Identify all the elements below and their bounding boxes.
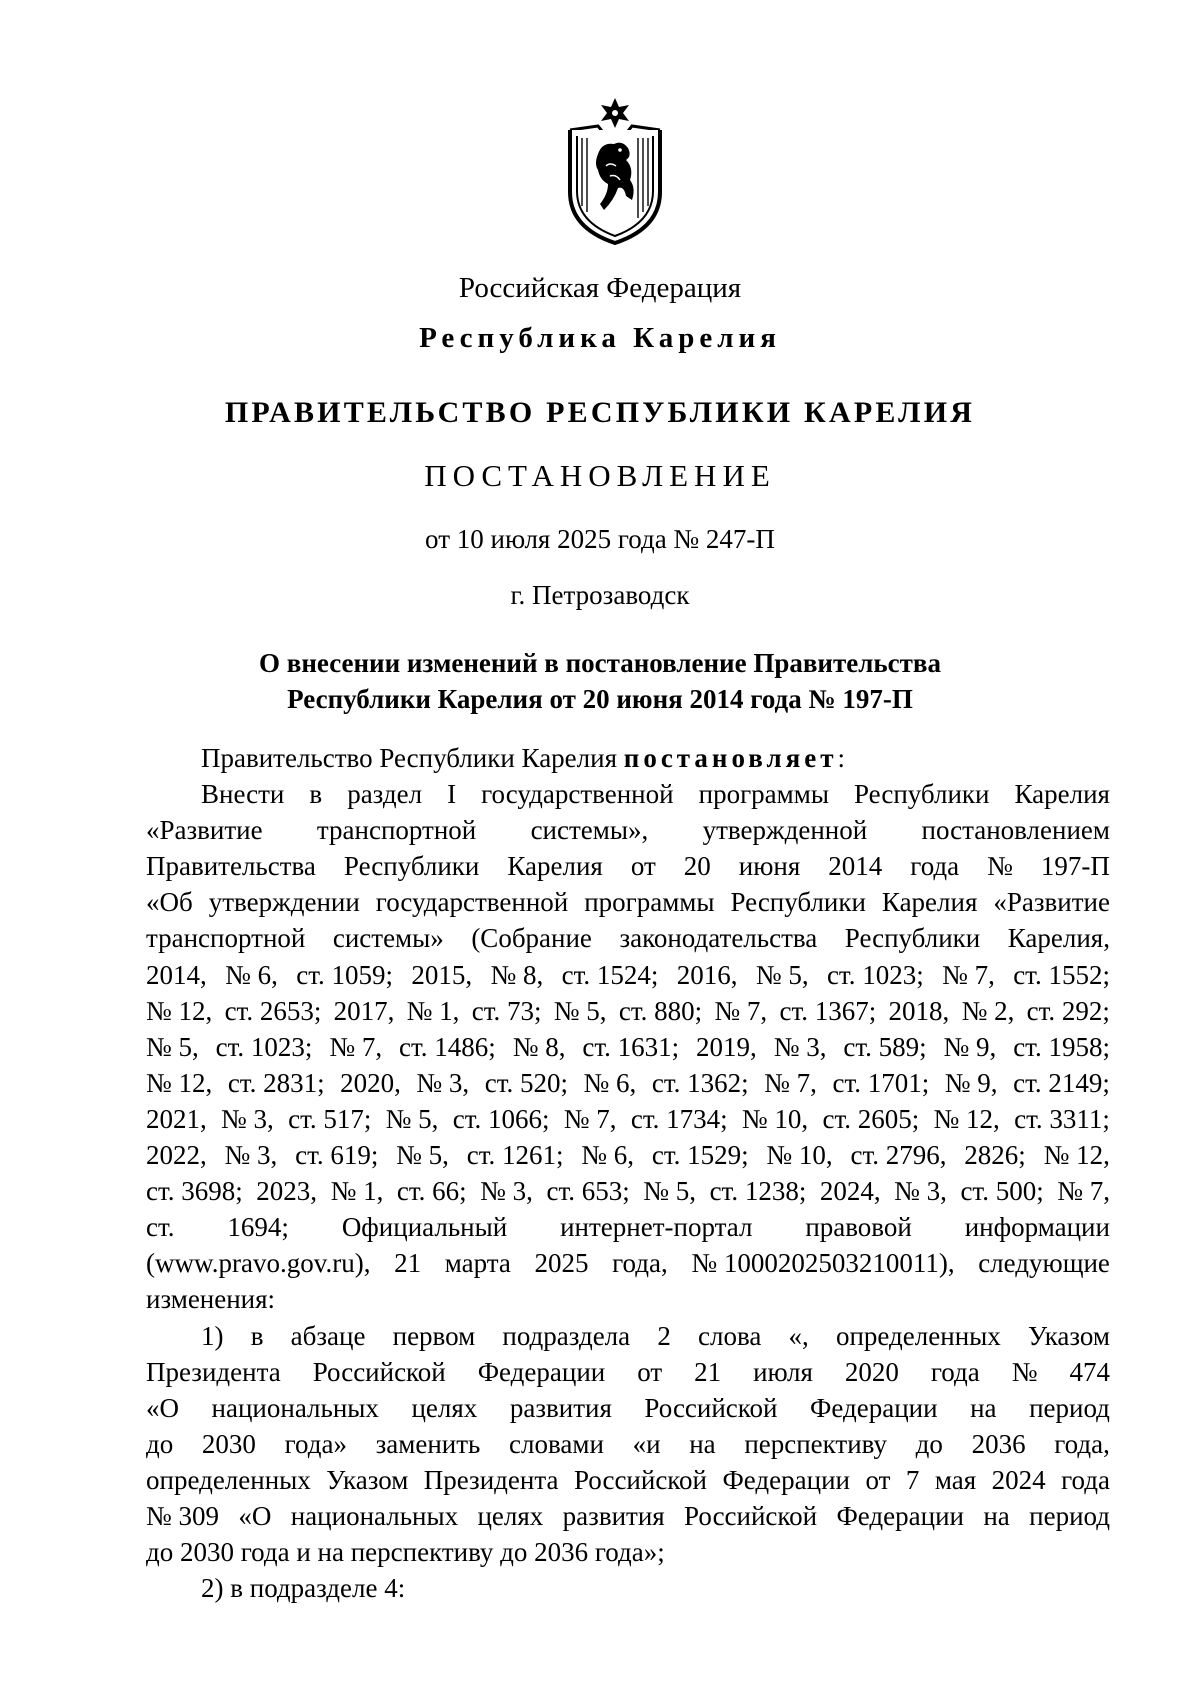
body-word: ст. 1367; [779, 995, 877, 1026]
body-word: № [1011, 1356, 1038, 1387]
body-word: «О [238, 1500, 272, 1531]
body-word: «Развитие [993, 887, 1110, 918]
body-word: 2020 [844, 1356, 899, 1387]
body-word: национальных [290, 1500, 459, 1531]
body-word: следующие [978, 1248, 1110, 1279]
body-word: ст. 1023; [215, 1031, 313, 1062]
body-word: 2 [657, 1320, 671, 1351]
body-word: № 7, [563, 1103, 617, 1134]
body-word: Карелия [881, 887, 978, 918]
body-word: Федерации [810, 1392, 938, 1423]
body-word: Федерации [722, 1464, 850, 1495]
body-word: № 309 [146, 1500, 220, 1531]
body-word: 2018, [888, 995, 950, 1026]
body-word: 2017, [333, 995, 395, 1026]
body-word: развития [509, 1392, 612, 1423]
body-word: № 8, [490, 959, 544, 990]
body-word: 20 [683, 851, 711, 882]
body-word: на [689, 1428, 716, 1459]
body-word: определенных [835, 1320, 1001, 1351]
body-word: ст. 2831; [227, 1067, 325, 1098]
body-word: первом [392, 1320, 476, 1351]
body-word: программы [698, 779, 829, 810]
body-word: года, [612, 1248, 668, 1279]
body-line [146, 1462, 1110, 1498]
body-word: ст. 500; [960, 1176, 1044, 1207]
body-word: (www.pravo.gov.ru), [146, 1248, 371, 1279]
body-word: 2036 [971, 1428, 1026, 1459]
body-word: ст. 66; [396, 1176, 467, 1207]
body-word: ст. 1362; [651, 1067, 749, 1098]
body-word: определенных [146, 1464, 311, 1495]
body-word: № 1000202503210011), [691, 1248, 955, 1279]
body-word: 2020, [340, 1067, 401, 1098]
preamble-line [146, 740, 1110, 776]
body-word: ст. 1631; [582, 1031, 680, 1062]
body-word: Карелия [1014, 779, 1110, 810]
body-word: Карелия, [1007, 923, 1110, 954]
body-word: ст. 589; [843, 1031, 927, 1062]
federation-heading: Российская Федерация [458, 272, 742, 304]
body-word: № 1, [330, 1176, 384, 1207]
body-word: № 12, [933, 1103, 1000, 1134]
body-word: на [970, 1392, 997, 1423]
body-word: Республики [730, 887, 866, 918]
body-word: ст. 1552; [1013, 959, 1110, 990]
body-word: марта [444, 1248, 511, 1279]
body-word: № 7, [942, 959, 995, 990]
body-word: № 10, [741, 1103, 809, 1134]
body-word: 2024, [819, 1176, 881, 1207]
body-lines [146, 776, 1110, 1606]
body-word: в [309, 779, 323, 810]
body-word: правовой [805, 1212, 912, 1243]
body-word: ст. [146, 1212, 175, 1243]
body-word: транспортной [316, 815, 477, 846]
body-word: № 3, [773, 1031, 827, 1062]
body-word: 2014, [146, 959, 207, 990]
body-line [146, 1173, 1110, 1209]
preamble-colon: : [837, 743, 846, 773]
body-word: 474 [1069, 1356, 1110, 1387]
body-word: Российской [312, 1356, 446, 1387]
body-word: ст. 1529; [651, 1140, 749, 1171]
body-word: года [910, 851, 960, 882]
body-word: № 7, [764, 1067, 817, 1098]
body-word: заменить [375, 1428, 481, 1459]
body-word: утверждении [208, 887, 360, 918]
karelia-coat-of-arms-icon [560, 96, 670, 246]
body-word: национальных [211, 1392, 379, 1423]
body-word: № 8, [512, 1031, 566, 1062]
body-word: ст. 3311; [1014, 1103, 1110, 1134]
body-word: года [1061, 1464, 1110, 1495]
body-word: раздел [347, 779, 423, 810]
body-line [146, 1426, 1110, 1462]
body-word: ст. 619; [295, 1140, 379, 1171]
body-word: ст. 1701; [832, 1067, 930, 1098]
body-line [146, 848, 1110, 884]
body-word: № 2, [961, 995, 1015, 1026]
body-word: № 5, [396, 1140, 449, 1171]
body-word: 2826; [964, 1140, 1026, 1171]
body-word: системы», [530, 815, 649, 846]
body-word: «О [146, 1392, 179, 1423]
body-word: № 12, [146, 1067, 213, 1098]
body-word: ст. 2605; [822, 1103, 920, 1134]
body-line [146, 812, 1110, 848]
body-word: Правительства [146, 851, 316, 882]
body-word: период [1029, 1392, 1110, 1423]
body-word: Президента [423, 1464, 559, 1495]
body-word: подраздела [502, 1320, 631, 1351]
body-word: 2021, [146, 1103, 207, 1134]
body-word: ст. 1958; [1013, 1031, 1110, 1062]
body-word: транспортной [146, 923, 306, 954]
body-word: «Об [146, 887, 193, 918]
body-word: 2023, [256, 1176, 318, 1207]
body-word: Российской [573, 1464, 707, 1495]
body-word: ст. 653; [546, 1176, 630, 1207]
body-word: информации [964, 1212, 1110, 1243]
body-word: I [447, 779, 457, 810]
document-title [0, 645, 1200, 717]
body-word: ст. 1486; [399, 1031, 496, 1062]
body-word: № 5, [643, 1176, 697, 1207]
body-word: Указом [1027, 1320, 1110, 1351]
body-word: № 12, [146, 995, 213, 1026]
body-word: № 5, [755, 959, 809, 990]
body-word: 21 [694, 1356, 722, 1387]
preamble-verb: постановляет [623, 743, 838, 773]
body-word: № 3, [894, 1176, 947, 1207]
body-word: года [930, 1356, 980, 1387]
body-word: Республики [844, 923, 981, 954]
body-word: в [250, 1320, 264, 1351]
body-word: № 9, [943, 1031, 997, 1062]
body-word: период [1029, 1500, 1110, 1531]
body-word: № 6, [225, 959, 278, 990]
document-type-heading: ПОСТАНОВЛЕНИЕ [424, 458, 776, 493]
body-line [146, 1209, 1110, 1245]
document-body [146, 740, 1110, 1606]
body-word: № 3, [224, 1140, 278, 1171]
body-word: Республики [343, 851, 480, 882]
body-word: государственной [481, 779, 674, 810]
body-word: 2019, [696, 1031, 757, 1062]
body-word: до [146, 1428, 174, 1459]
body-line [146, 957, 1110, 993]
body-word: № 10, [766, 1140, 833, 1171]
body-word: ст. 2653; [224, 995, 322, 1026]
body-line [146, 920, 1110, 956]
government-heading: ПРАВИТЕЛЬСТВО РЕСПУБЛИКИ КАРЕЛИЯ [224, 396, 976, 429]
body-word: государственной [375, 887, 569, 918]
body-word: абзаце [290, 1320, 366, 1351]
body-word: утвержденной [702, 815, 868, 846]
body-word: Российской [644, 1392, 778, 1423]
body-line [146, 1318, 1110, 1354]
body-word: № 3, [416, 1067, 470, 1098]
body-word: Российской [684, 1500, 818, 1531]
body-word: Официальный [341, 1212, 508, 1243]
body-word: ст. 1238; [709, 1176, 807, 1207]
body-word: ст. 1059; [296, 959, 393, 990]
body-word: слова [698, 1320, 762, 1351]
body-word: № 7, [714, 995, 768, 1026]
body-line [146, 993, 1110, 1029]
body-line: 2) в подразделе 4: [201, 1573, 406, 1604]
body-word: 1) [201, 1320, 224, 1351]
body-word: № 1, [406, 995, 460, 1026]
body-word: № 5, [146, 1031, 199, 1062]
body-word: ст. 1734; [630, 1103, 728, 1134]
body-word: года, [1054, 1428, 1110, 1459]
body-word: № 3, [480, 1176, 533, 1207]
body-word: № 6, [583, 1067, 637, 1098]
body-word: № 5, [385, 1103, 439, 1134]
body-word: целях [411, 1392, 478, 1423]
body-word: программы [584, 887, 715, 918]
body-word: ст. 520; [484, 1067, 568, 1098]
body-word: № 7, [1057, 1176, 1110, 1207]
body-word: 21 [394, 1248, 422, 1279]
body-line [146, 1137, 1110, 1173]
body-word: 2022, [146, 1140, 207, 1171]
body-word: ст. 880; [618, 995, 703, 1026]
body-word: до [915, 1428, 943, 1459]
body-line [146, 1101, 1110, 1137]
preamble-text: Правительство Республики Карелия [201, 743, 624, 773]
body-line [146, 1245, 1110, 1281]
body-word: ст. 3698; [146, 1176, 243, 1207]
body-word: развития [562, 1500, 665, 1531]
body-word: законодательства [619, 923, 818, 954]
body-word: ст. 517; [288, 1103, 372, 1134]
body-word: года» [284, 1428, 347, 1459]
body-word: постановлением [921, 815, 1110, 846]
body-word: словами [509, 1428, 604, 1459]
body-word: № 5, [553, 995, 607, 1026]
body-word: 7 [905, 1464, 920, 1495]
body-word: «Развитие [146, 815, 263, 846]
document-title-line: О внесении изменений в постановление Правительства [259, 648, 941, 678]
body-word: № 6, [581, 1140, 635, 1171]
body-word: Карелия [507, 851, 603, 882]
body-word: «, [788, 1320, 809, 1351]
body-word: № 9, [944, 1067, 998, 1098]
body-word: 1694; [227, 1212, 289, 1243]
body-word: № 3, [221, 1103, 274, 1134]
body-word: (Собрание [471, 923, 592, 954]
body-line [146, 776, 1110, 812]
body-word: ст. 1066; [452, 1103, 550, 1134]
body-line [146, 884, 1110, 920]
city-line: г. Петрозаводск [510, 580, 690, 610]
body-word: № 7, [329, 1031, 383, 1062]
body-line: изменения: [146, 1284, 276, 1315]
body-word: июля [753, 1356, 813, 1387]
document-title-line: Республики Карелия от 20 июня 2014 года № 197-П [287, 684, 913, 714]
body-word: 2024 [991, 1464, 1046, 1495]
body-word: 2030 [201, 1428, 256, 1459]
body-word: Указом [326, 1464, 409, 1495]
body-word: от [637, 1356, 663, 1387]
body-word: № [987, 851, 1013, 882]
body-word: Внести [201, 779, 285, 810]
body-word: Президента [146, 1356, 281, 1387]
body-word: ст. 73; [471, 995, 542, 1026]
body-word: 197-П [1040, 851, 1110, 882]
body-word: Республики [854, 779, 990, 810]
body-word: мая [934, 1464, 977, 1495]
body-word: 2016, [676, 959, 738, 990]
body-word: от [630, 851, 656, 882]
body-word: перспективу [744, 1428, 887, 1459]
body-word: июня [738, 851, 801, 882]
date-and-number: от 10 июля 2025 года № 247-П [425, 524, 775, 554]
body-word: Федерации [477, 1356, 606, 1387]
body-word: 2014 [828, 851, 883, 882]
body-word: ст. 292; [1026, 995, 1110, 1026]
body-word: 2025 [534, 1248, 589, 1279]
body-line [146, 1029, 1110, 1065]
body-word: интернет-портал [560, 1212, 753, 1243]
body-line [146, 1498, 1110, 1534]
body-line [146, 1065, 1110, 1101]
body-line: до 2030 года и на перспективу до 2036 года»; [146, 1537, 665, 1568]
body-word: «и [632, 1428, 661, 1459]
body-word: целях [477, 1500, 544, 1531]
body-word: Федерации [836, 1500, 964, 1531]
body-word: системы» [332, 923, 444, 954]
republic-heading: Республика Карелия [419, 322, 781, 354]
body-word: ст. 1023; [826, 959, 924, 990]
body-word: 2015, [411, 959, 473, 990]
body-word: № 12, [1043, 1140, 1110, 1171]
body-word: ст. 2149; [1013, 1067, 1110, 1098]
body-word: ст. 1261; [466, 1140, 564, 1171]
body-word: ст. 1524; [561, 959, 659, 990]
body-line [146, 1354, 1110, 1390]
body-word: на [983, 1500, 1010, 1531]
body-word: от [865, 1464, 891, 1495]
body-word: ст. 2796, [850, 1140, 947, 1171]
body-line [146, 1390, 1110, 1426]
